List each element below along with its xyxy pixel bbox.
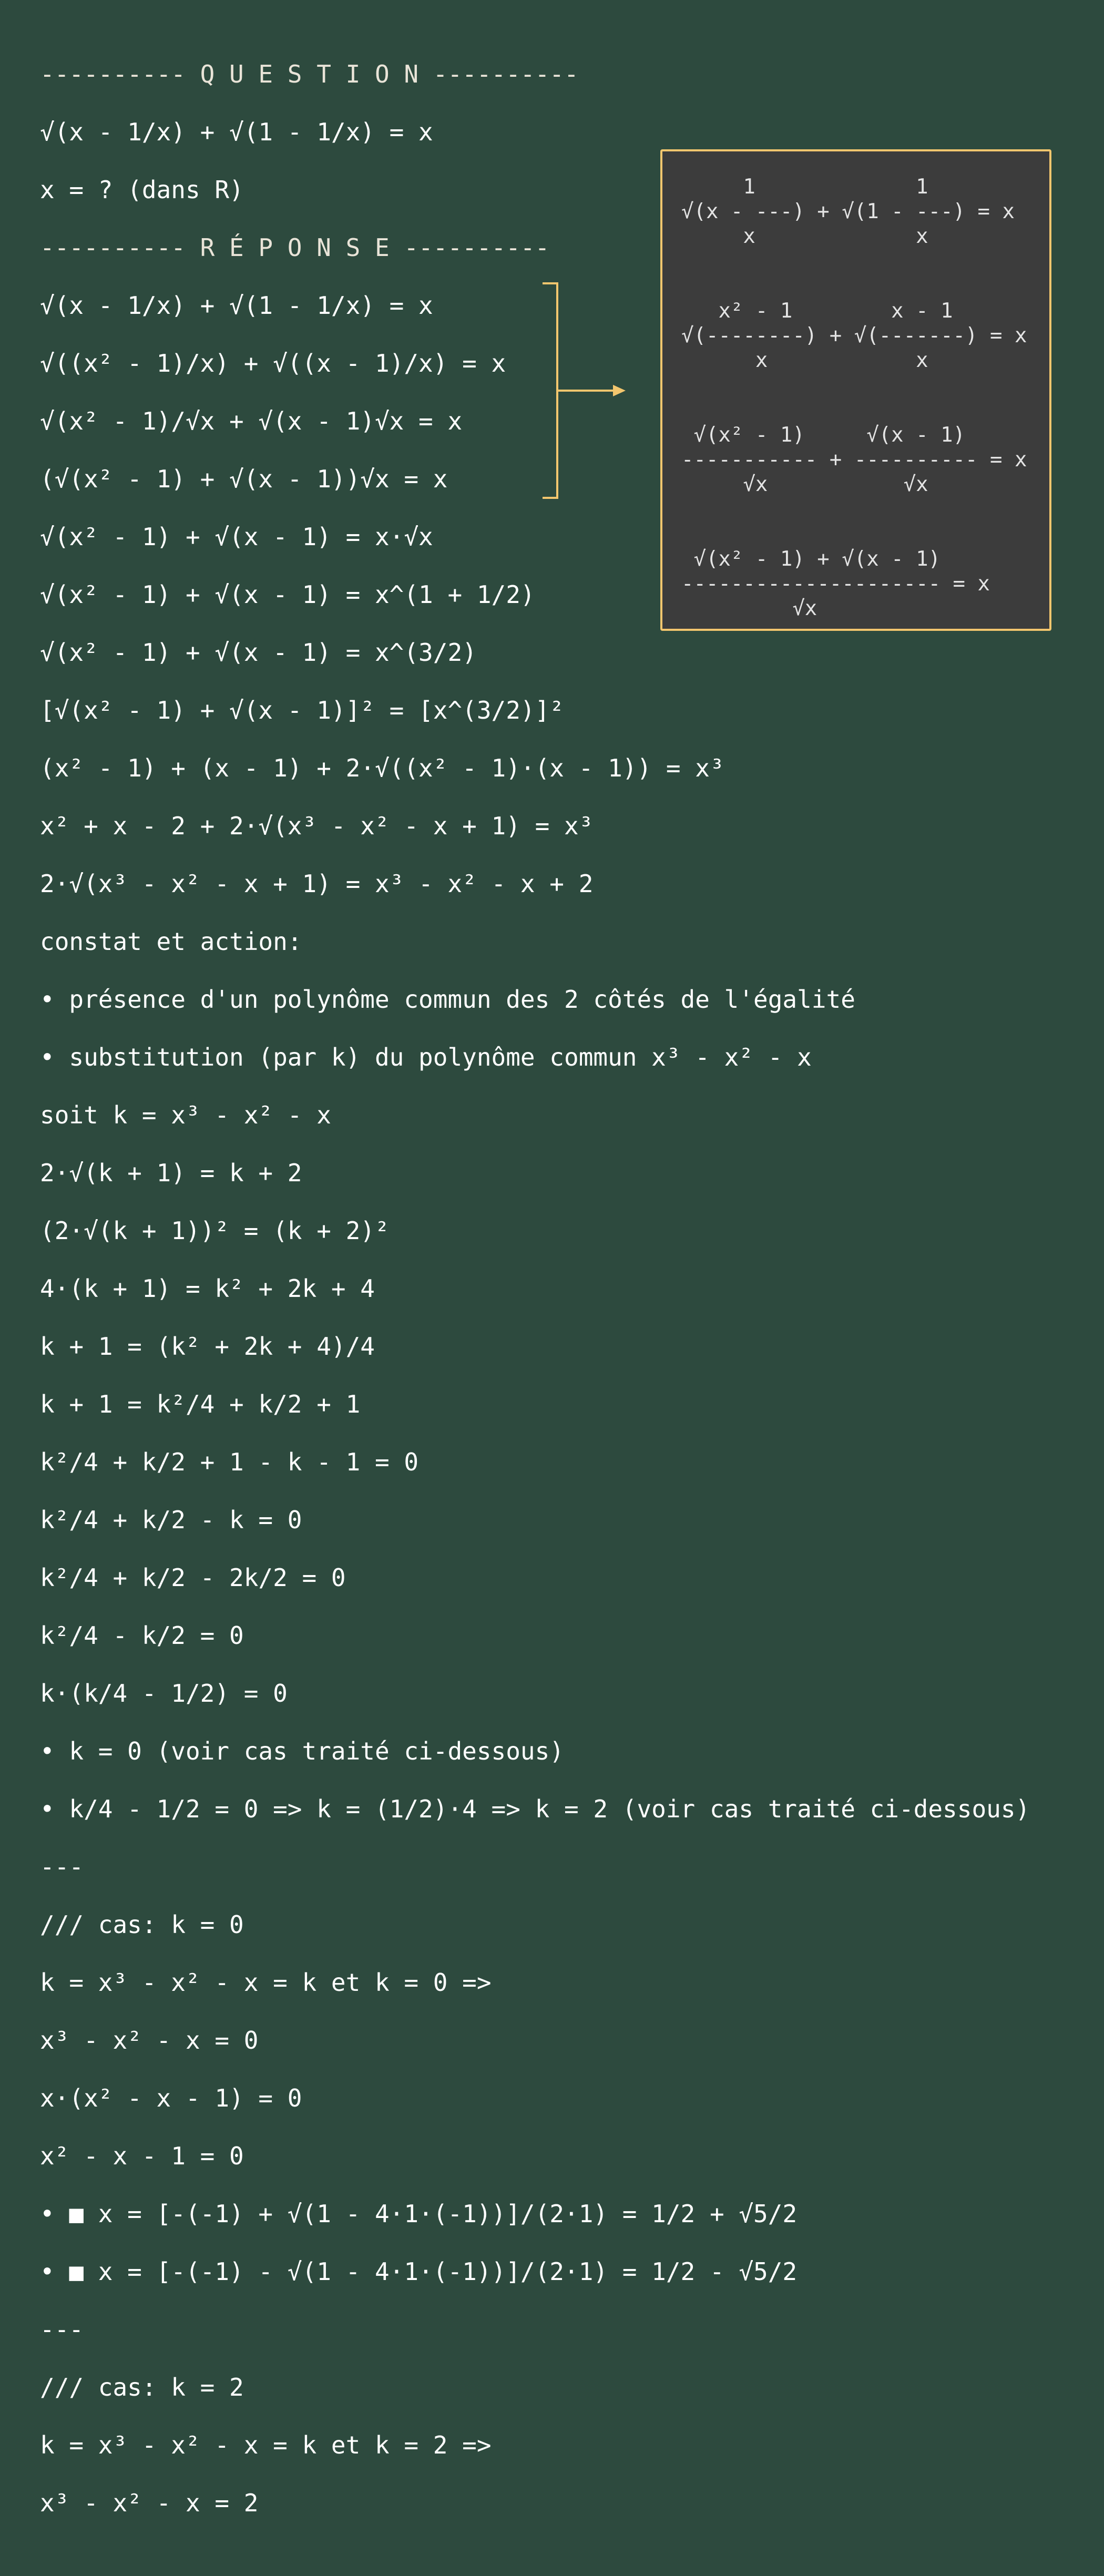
equation-line: k²/4 + k/2 - 2k/2 = 0 [40, 1563, 346, 1592]
text-line: x = ? (dans R) [40, 176, 244, 204]
fraction-block: √(x² - 1) √(x - 1) ----------- + ---------- = x √x √x [681, 423, 1027, 496]
case-heading: /// cas: k = 2 [40, 2373, 244, 2401]
equation-line: x² - x - 1 = 0 [40, 2142, 244, 2170]
equation-line: k·(k/4 - 1/2) = 0 [40, 1679, 288, 1708]
equation-line: (√(x² - 1) + √(x - 1))√x = x [40, 465, 448, 493]
equation-line: 2·√(x³ - x² - x + 1) = x³ - x² - x + 2 [40, 870, 594, 898]
equation-line: 2·√(k + 1) = k + 2 [40, 1159, 302, 1187]
equation-line: k = x³ - x² - x = k et k = 2 => [40, 2431, 492, 2459]
equation-line: √(x² - 1)/√x + √(x - 1)√x = x [40, 407, 463, 435]
separator-line: --- [40, 2315, 84, 2344]
equation-line: √(x² - 1) + √(x - 1) = x·√x [40, 523, 433, 551]
equation-line: √(x² - 1) + √(x - 1) = x^(1 + 1/2) [40, 580, 535, 609]
bullet-line: • k = 0 (voir cas traité ci-dessous) [40, 1737, 564, 1765]
equation-line: x² + x - 2 + 2·√(x³ - x² - x + 1) = x³ [40, 812, 594, 840]
equation-line: x³ - x² - x = 0 [40, 2026, 259, 2054]
fraction-block: x² - 1 x - 1 √(--------) + √(-------) = x x x [681, 299, 1027, 372]
fraction-block: √(x² - 1) + √(x - 1) --------------------- = x √x [681, 547, 990, 620]
equation-line: k²/4 + k/2 - k = 0 [40, 1506, 302, 1534]
fraction-block: 1 1 √(x - ---) + √(1 - ---) = x x x [681, 175, 1015, 248]
equation-line: x·(x² - x - 1) = 0 [40, 2084, 302, 2112]
equation-line: √(x - 1/x) + √(1 - 1/x) = x [40, 118, 433, 146]
equation-line: soit k = x³ - x² - x [40, 1101, 331, 1129]
equation-line: [√(x² - 1) + √(x - 1)]² = [x^(3/2)]² [40, 696, 564, 724]
fraction-notes-box [660, 149, 1051, 631]
equation-line: (2·√(k + 1))² = (k + 2)² [40, 1217, 390, 1245]
solution-line: • ■ x = [-(-1) + √(1 - 4·1·(-1))]/(2·1) = 1/2 + √5/2 [40, 2200, 798, 2228]
equation-line: k²/4 - k/2 = 0 [40, 1621, 244, 1650]
equation-line: k + 1 = k²/4 + k/2 + 1 [40, 1390, 361, 1418]
bracket-arrow-icon [541, 282, 627, 499]
separator-line: --- [40, 1853, 84, 1881]
case-heading: /// cas: k = 0 [40, 1910, 244, 1939]
bullet-line: • substitution (par k) du polynôme commun x³ - x² - x [40, 1043, 812, 1071]
equation-line: 4·(k + 1) = k² + 2k + 4 [40, 1274, 375, 1303]
text-line: constat et action: [40, 927, 302, 956]
equation-line: √(x - 1/x) + √(1 - 1/x) = x [40, 291, 433, 320]
equation-line: √((x² - 1)/x) + √((x - 1)/x) = x [40, 349, 506, 377]
bullet-line: • présence d'un polynôme commun des 2 côtés de l'égalité [40, 985, 855, 1014]
bullet-line: • k/4 - 1/2 = 0 => k = (1/2)·4 => k = 2 (voir cas traité ci-dessous) [40, 1795, 1030, 1823]
equation-line: k²/4 + k/2 + 1 - k - 1 = 0 [40, 1448, 419, 1476]
solution-line: • ■ x = [-(-1) - √(1 - 4·1·(-1))]/(2·1) = 1/2 - √5/2 [40, 2257, 798, 2286]
answer-heading: ---------- R É P O N S E ---------- [40, 233, 550, 262]
equation-line: k = x³ - x² - x = k et k = 0 => [40, 1968, 492, 1997]
equation-line: (x² - 1) + (x - 1) + 2·√((x² - 1)·(x - 1)) = x³ [40, 754, 724, 782]
equation-line: k + 1 = (k² + 2k + 4)/4 [40, 1332, 375, 1361]
equation-line: √(x² - 1) + √(x - 1) = x^(3/2) [40, 638, 477, 667]
equation-line: x³ - x² - x = 2 [40, 2489, 259, 2517]
question-heading: ---------- Q U E S T I O N ---------- [40, 60, 579, 88]
